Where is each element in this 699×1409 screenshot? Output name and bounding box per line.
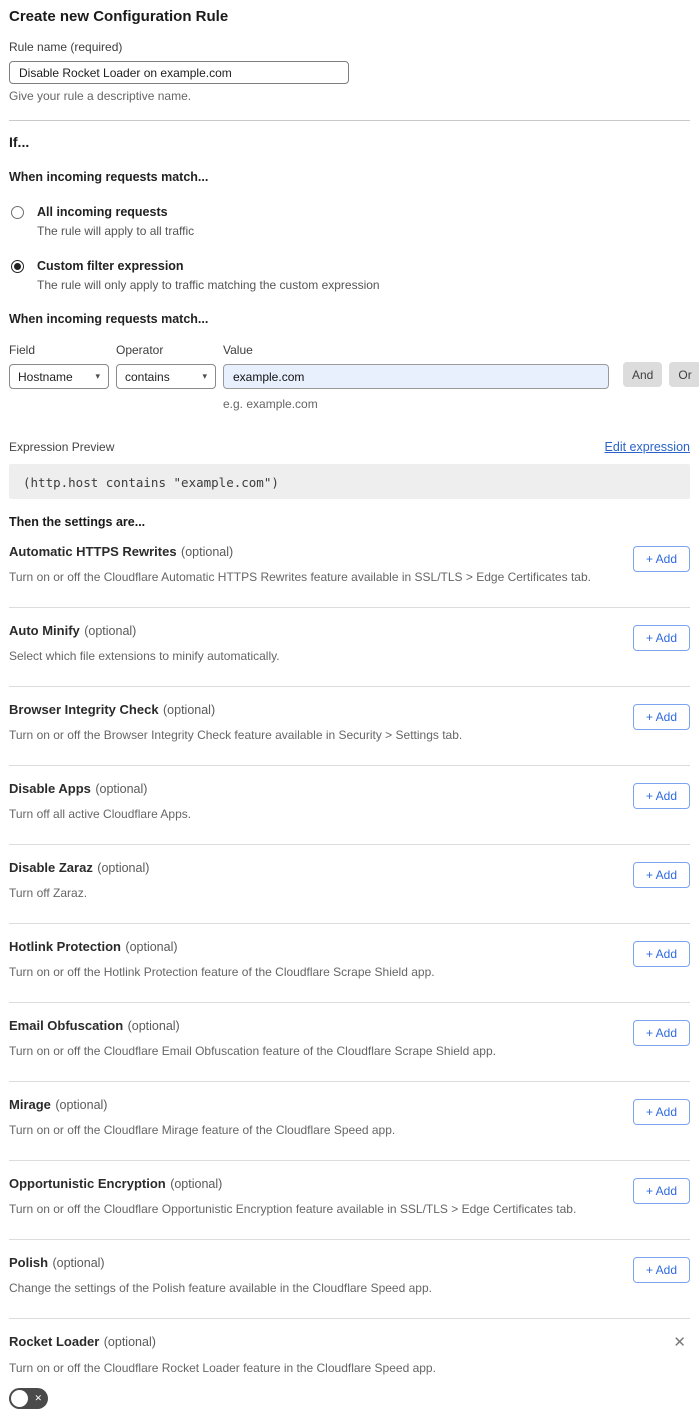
rule-name-group bbox=[9, 40, 690, 103]
add-setting-button[interactable]: + Add bbox=[633, 625, 690, 651]
setting-description: Turn on or off the Cloudflare Automatic HTTPS Rewrites feature available in SSL/TLS > Edge Certificates tab. bbox=[9, 570, 591, 584]
setting-optional-tag: (optional) bbox=[127, 1019, 180, 1033]
edit-expression-link[interactable]: Edit expression bbox=[604, 440, 690, 454]
setting-optional-tag: (optional) bbox=[97, 861, 150, 875]
setting-row bbox=[9, 1003, 690, 1082]
setting-name: Mirage bbox=[9, 1097, 51, 1112]
toggle-knob bbox=[11, 1390, 28, 1407]
add-setting-button[interactable]: + Add bbox=[633, 546, 690, 572]
add-setting-button[interactable]: + Add bbox=[633, 1257, 690, 1283]
setting-name: Automatic HTTPS Rewrites bbox=[9, 544, 177, 559]
value-input[interactable] bbox=[223, 364, 609, 389]
if-heading: If... bbox=[9, 134, 30, 150]
setting-description: Turn on or off the Cloudflare Mirage feature of the Cloudflare Speed app. bbox=[9, 1123, 396, 1137]
setting-name: Disable Zaraz bbox=[9, 860, 93, 875]
setting-optional-tag: (optional) bbox=[103, 1335, 156, 1349]
setting-description: Turn off all active Cloudflare Apps. bbox=[9, 807, 192, 821]
add-setting-button[interactable]: + Add bbox=[633, 941, 690, 967]
setting-optional-tag: (optional) bbox=[52, 1256, 105, 1270]
add-setting-button[interactable]: + Add bbox=[633, 704, 690, 730]
then-settings-heading: Then the settings are... bbox=[9, 515, 146, 529]
setting-row bbox=[9, 687, 690, 766]
radio-option-all-requests[interactable] bbox=[9, 205, 690, 238]
setting-row bbox=[9, 1161, 690, 1240]
setting-name: Opportunistic Encryption bbox=[9, 1176, 166, 1191]
setting-row bbox=[9, 1240, 690, 1319]
expression-code-preview: (http.host contains "example.com") bbox=[9, 464, 690, 499]
setting-name: Hotlink Protection bbox=[9, 939, 121, 954]
setting-description: Select which file extensions to minify automatically. bbox=[9, 649, 280, 663]
setting-optional-tag: (optional) bbox=[84, 624, 137, 638]
add-setting-button[interactable]: + Add bbox=[633, 1178, 690, 1204]
rule-name-input[interactable] bbox=[9, 61, 349, 84]
setting-optional-tag: (optional) bbox=[170, 1177, 223, 1191]
field-label: Field bbox=[9, 343, 36, 357]
toggle-off-x-icon: ✕ bbox=[34, 1393, 42, 1403]
setting-name: Rocket Loader bbox=[9, 1334, 100, 1349]
setting-description: Turn on or off the Browser Integrity Check feature available in Security > Settings tab. bbox=[9, 728, 463, 742]
setting-name: Email Obfuscation bbox=[9, 1018, 124, 1033]
add-setting-button[interactable]: + Add bbox=[633, 1099, 690, 1125]
expression-builder-row bbox=[9, 343, 690, 411]
radio-label: Custom filter expression bbox=[37, 259, 184, 273]
rocket-loader-toggle[interactable] bbox=[9, 1388, 48, 1409]
operator-select[interactable] bbox=[116, 364, 216, 389]
operator-label: Operator bbox=[116, 343, 164, 357]
setting-description: Change the settings of the Polish feature available in the Cloudflare Speed app. bbox=[9, 1281, 432, 1295]
setting-description: Turn on or off the Cloudflare Email Obfuscation feature of the Cloudflare Scrape Shield app. bbox=[9, 1044, 496, 1058]
value-label: Value bbox=[223, 343, 253, 357]
field-select-value: Hostname bbox=[18, 369, 73, 384]
or-button[interactable]: Or bbox=[669, 362, 699, 387]
radio-unselected-icon[interactable] bbox=[11, 206, 24, 219]
rule-name-helper: Give your rule a descriptive name. bbox=[9, 89, 192, 103]
setting-name: Browser Integrity Check bbox=[9, 702, 159, 717]
setting-row bbox=[9, 1082, 690, 1161]
and-button[interactable]: And bbox=[623, 362, 662, 387]
builder-heading: When incoming requests match... bbox=[9, 312, 209, 326]
radio-label: All incoming requests bbox=[37, 205, 168, 219]
field-select[interactable] bbox=[9, 364, 109, 389]
operator-select-value: contains bbox=[125, 369, 170, 384]
value-helper: e.g. example.com bbox=[223, 397, 318, 411]
radio-selected-icon[interactable] bbox=[11, 260, 24, 273]
chevron-down-icon: ▾ bbox=[202, 371, 207, 381]
settings-list bbox=[9, 529, 690, 1319]
setting-optional-tag: (optional) bbox=[55, 1098, 108, 1112]
setting-row bbox=[9, 608, 690, 687]
add-setting-button[interactable]: + Add bbox=[633, 862, 690, 888]
setting-name: Auto Minify bbox=[9, 623, 80, 638]
expression-preview-header bbox=[9, 440, 690, 454]
setting-description: Turn on or off the Hotlink Protection feature of the Cloudflare Scrape Shield app. bbox=[9, 965, 435, 979]
setting-row bbox=[9, 529, 690, 608]
rule-name-label: Rule name (required) bbox=[9, 40, 123, 54]
setting-description: Turn on or off the Cloudflare Opportunistic Encryption feature available in SSL/TLS > Edge Certificates tab. bbox=[9, 1202, 577, 1216]
chevron-down-icon: ▾ bbox=[95, 371, 100, 381]
setting-optional-tag: (optional) bbox=[125, 940, 178, 954]
setting-description: Turn off Zaraz. bbox=[9, 886, 88, 900]
setting-optional-tag: (optional) bbox=[163, 703, 216, 717]
setting-row bbox=[9, 924, 690, 1003]
setting-optional-tag: (optional) bbox=[95, 782, 148, 796]
radio-option-custom-filter[interactable] bbox=[9, 259, 690, 292]
match-heading: When incoming requests match... bbox=[9, 170, 209, 184]
setting-description: Turn on or off the Cloudflare Rocket Loader feature in the Cloudflare Speed app. bbox=[9, 1361, 436, 1375]
setting-row bbox=[9, 845, 690, 924]
setting-name: Polish bbox=[9, 1255, 49, 1270]
radio-description: The rule will apply to all traffic bbox=[37, 224, 195, 238]
page-title: Create new Configuration Rule bbox=[9, 8, 229, 25]
expression-preview-label: Expression Preview bbox=[9, 440, 115, 454]
add-setting-button[interactable]: + Add bbox=[633, 783, 690, 809]
setting-name: Disable Apps bbox=[9, 781, 91, 796]
rocket-loader-section bbox=[9, 1319, 690, 1409]
close-icon[interactable]: ✕ bbox=[673, 1334, 686, 1351]
radio-description: The rule will only apply to traffic matching the custom expression bbox=[37, 278, 380, 292]
add-setting-button[interactable]: + Add bbox=[633, 1020, 690, 1046]
setting-row bbox=[9, 766, 690, 845]
section-divider bbox=[9, 120, 690, 121]
setting-optional-tag: (optional) bbox=[181, 545, 234, 559]
